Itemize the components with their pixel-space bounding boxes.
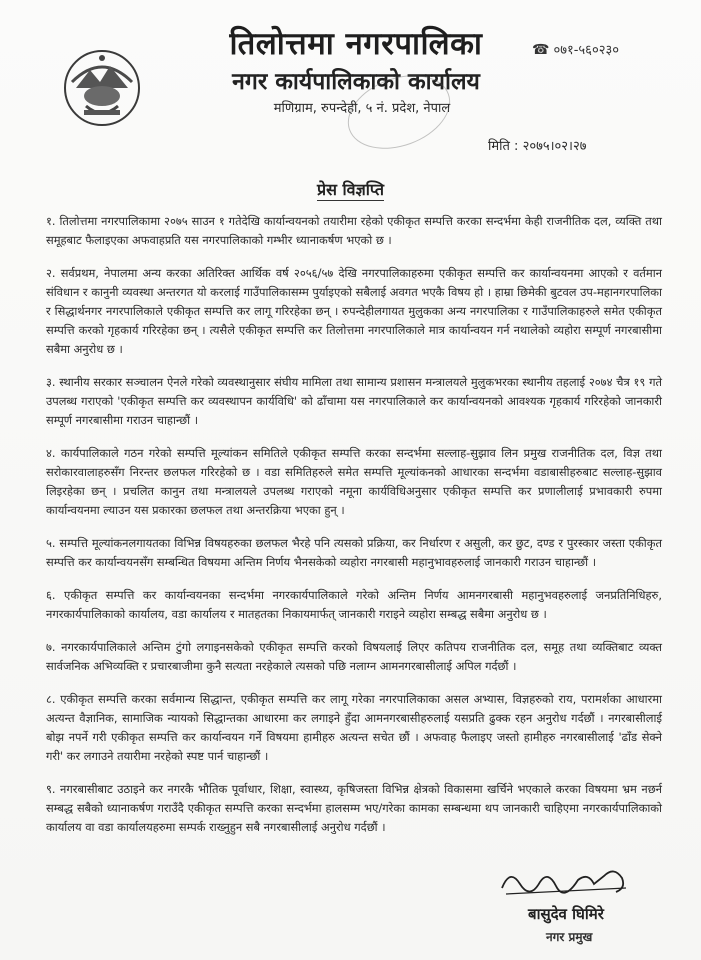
signature-block: [476, 858, 656, 958]
phone-number: [532, 40, 619, 58]
issue-date: मिति : २०७५।०२।२७: [488, 139, 587, 154]
nepal-emblem-icon: [62, 48, 142, 128]
paragraph-4: ४. कार्यपालिकाले गठन गरेको सम्पत्ति मूल्यांकन समितिले एकीकृत सम्पत्ति करका सन्दर्भमा सल्लाह-सुझाव लिन प्रमुख राजनीतिक दल, विज्ञ तथा सरोकारवालाहरुसँग निरन्तर छलफल गरिरहेको छ । वडा समितिहरुले समेत सम्पत्ति मूल्यांकनको आधारका सन्दर्भमा वडाबासीहरुबाट सल्लाह-सुझाव लिइरहेका छन् । प्रचलित कानुन तथा मन्त्रालयले उपलब्ध गराएको नमूना कार्यविधिअनुसार एकीकृत सम्पत्ति कर प्रणालीलाई प्रभावकारी रुपमा कार्यान्वयनमा ल्याउन यस प्रकारका छलफल तथा अन्तरक्रिया भएका हुन् ।: [46, 446, 662, 517]
office-title: नगर कार्यपालिकाको कार्यालय: [232, 69, 480, 95]
paragraph-1: १. तिलोत्तमा नगरपालिकामा २०७५ साउन १ गतेदेखि कार्यान्वयनको तयारीमा रहेको एकीकृत सम्पत्ति करका सन्दर्भमा केही राजनीतिक दल, व्यक्ति तथा समूहबाट फैलाइएका अफवाहप्रति यस नगरपालिकाको गम्भीर ध्यानाकर्षण भएको छ ।: [46, 214, 662, 247]
municipality-title: तिलोत्तमा नगरपालिका: [229, 26, 483, 62]
signatory-title: नगर प्रमुख: [546, 930, 593, 944]
letterhead: [0, 0, 701, 180]
heading-text: प्रेस विज्ञप्ति: [317, 180, 384, 199]
office-address: मणिग्राम, रुपन्देही, ५ नं. प्रदेश, नेपाल: [273, 101, 451, 116]
telephone-icon: ☎: [532, 42, 550, 58]
document-heading: [0, 178, 701, 200]
handwritten-signature: [496, 858, 636, 902]
paragraph-5: ५. सम्पत्ति मूल्यांकनलगायतका विभिन्न विषयहरुका छलफल भैरहे पनि त्यसको प्रक्रिया, कर निर्धारण र असुली, कर छुट, दण्ड र पुरस्कार जस्ता एकीकृत सम्पत्ति कर कार्यान्वयनसँग सम्बन्धित विषयमा अन्तिम निर्णय भैनसकेको व्यहोरा नगरबासी महानुभावहरुलाई जानकारी गराउन चाहान्छौं ।: [46, 536, 662, 569]
paragraph-9: ९. नगरबासीबाट उठाइने कर नगरकै भौतिक पूर्वाधार, शिक्षा, स्वास्थ्य, कृषिजस्ता विभिन्न क्षेत्रको विकासमा खर्चिने भएकाले करका विषयमा भ्रम नछर्न सम्बद्ध सबैको ध्यानाकर्षण गराउँदै एकीकृत सम्पत्ति करका सन्दर्भमा हालसम्म भए/गरेका कामका सम्बन्धमा थप जानकारी चाहिएमा नगरकार्यपालिकाको कार्यालय वा वडा कार्यालयहरुमा सम्पर्क राख्नुहुन सबै नगरबासीलाई अनुरोध गर्दछौं ।: [46, 782, 662, 834]
paragraph-6: ६. एकीकृत सम्पत्ति कर कार्यान्वयनका सन्दर्भमा नगरकार्यपालिकाले गरेको अन्तिम निर्णय आमनगरबासी महानुभवहरुलाई जनप्रतिनिधिहरु, नगरकार्यपालिकाको कार्यालय, वडा कार्यालय र मातहतका निकायमार्फत् जानकारी गराइने व्यहोरा सम्बद्ध सबैमा अनुरोध छ ।: [46, 588, 662, 621]
phone-number-text: ०७१-५६०२३०: [553, 43, 619, 58]
paragraph-2: २. सर्वप्रथम, नेपालमा अन्य करका अतिरिक्त आर्थिक वर्ष २०५६/५७ देखि नगरपालिकाहरुमा एकीकृत सम्पत्ति कर कार्यान्वयनमा आएको र वर्तमान संविधान र कानुनी व्यवस्था अन्तरगत यो करलाई गाउँपालिकासम्म पुर्याइएको सबैलाई अवगत भएकै विषय हो । हाम्रा छिमेकी बुटवल उप-महानगरपालिका र सिद्धार्थनगर नगरपालिकाले एकीकृत सम्पत्ति कर लागू गरिरहेका छन् । रुपन्देहीलगायत मुलुकका अन्य नगरपालिका र गाउँपालिकाहरुले समेत एकीकृत सम्पत्ति करको गृहकार्य गरिरहेका छन् । त्यसैले एकीकृत सम्पत्ति कर तिलोत्तमा नगरपालिकाले मात्र कार्यान्वयन गर्न नथालेको व्यहोरा सम्पूर्ण नगरबासीमा सबैमा अनुरोध छ ।: [46, 266, 662, 356]
signatory-name: बासुदेव घिमिरे: [528, 905, 604, 923]
paragraph-3: ३. स्थानीय सरकार सञ्चालन ऐनले गरेको व्यवस्थानुसार संघीय मामिला तथा सामान्य प्रशासन मन्त्रालयले मुलुकभरका स्थानीय तहलाई २०७४ चैत्र १९ गते उपलब्ध गराएको 'एकीकृत सम्पत्ति कर व्यवस्थापन कार्यविधि' को ढाँचामा यस नगरपालिकाले कर कार्यान्वयनको आवश्यक गृहकार्य गरिरहेको जानकारी सम्पूर्ण नगरबासीमा गराउन चाहान्छौं ।: [46, 375, 662, 427]
paragraph-7: ७. नगरकार्यपालिकाले अन्तिम टुंगो लगाइनसकेको एकीकृत सम्पत्ति करको विषयलाई लिएर कतिपय राजनीतिक दल, समूह तथा व्यक्तिबाट व्यक्त सार्वजनिक अभिव्यक्ति र प्रचारबाजीमा कुनै सत्यता नरहेकाले त्यसको पछि नलाग्न आमनगरबासीलाई अपिल गर्दछौं ।: [46, 640, 662, 673]
paragraph-8: ८. एकीकृत सम्पत्ति करका सर्वमान्य सिद्धान्त, एकीकृत सम्पत्ति कर लागू गरेका नगरपालिकाका असल अभ्यास, विज्ञहरुको राय, परामर्शका आधारमा अत्यन्त वैज्ञानिक, सामाजिक न्यायको सिद्धान्तका आधारमा कर लगाइने हुँदा आमनगरबासीहरुलाई यसप्रति ढुक्क रहन अनुरोध गर्दछौं । नगरबासीलाई बोझ नपर्ने गरी एकीकृत सम्पत्ति कर कार्यान्वयन गर्ने विषयमा हामीहरु अत्यन्त सचेत छौं । अफवाह फैलाइए जस्तो हामीहरु नगरबासीलाई 'ढाँड सेक्ने गरी' कर लगाउने तयारीमा नरहेको स्पष्ट पार्न चाहान्छौं ।: [46, 692, 662, 763]
press-release-body: [46, 212, 662, 851]
